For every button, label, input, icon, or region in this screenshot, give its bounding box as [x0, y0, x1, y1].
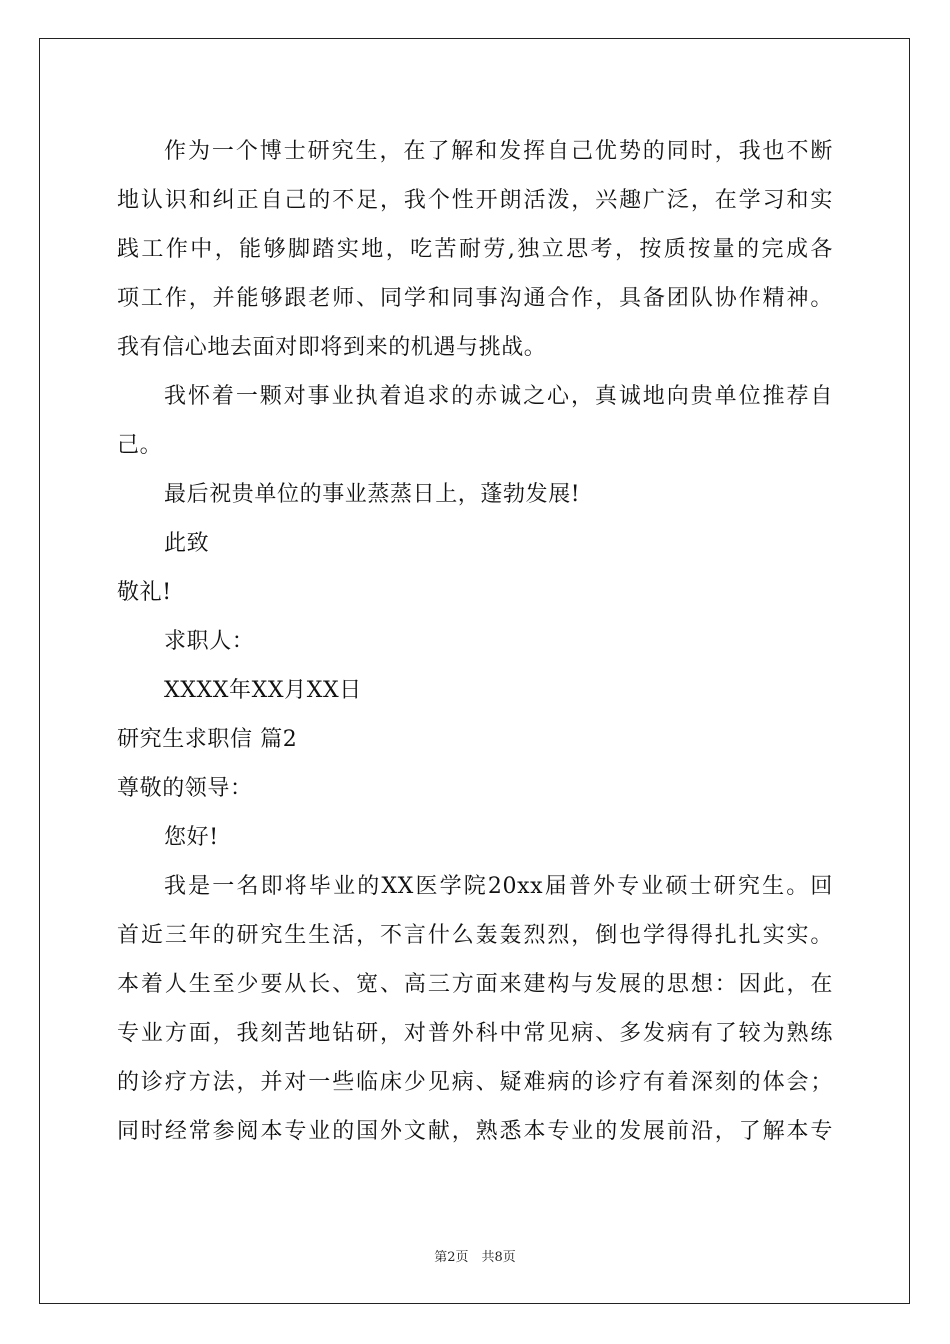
paragraph-line: 我有信心地去面对即将到来的机遇与挑战。 [117, 335, 547, 360]
paragraph-line: 专业方面，我刻苦地钻研，对普外科中常见病、多发病有了较为熟练 [117, 1021, 833, 1046]
section-heading: 研究生求职信 篇2 [117, 727, 298, 752]
paragraph-line: 作为一个博士研究生，在了解和发挥自己优势的同时，我也不断 [164, 139, 833, 164]
paragraph-line: 本着人生至少要从长、宽、高三方面来建构与发展的思想：因此，在 [117, 972, 833, 997]
paragraph-line: 项工作，并能够跟老师、同学和同事沟通合作，具备团队协作精神。 [117, 286, 833, 311]
paragraph-line: 最后祝贵单位的事业蒸蒸日上，蓬勃发展! [164, 482, 581, 507]
paragraph-line: 己。 [117, 433, 163, 458]
paragraph-line: 践工作中，能够脚踏实地，吃苦耐劳,独立思考，按质按量的完成各 [117, 237, 833, 262]
closing-salutation: 此致 [164, 531, 210, 556]
paragraph-line: 首近三年的研究生生活，不言什么轰轰烈烈，倒也学得得扎扎实实。 [117, 923, 833, 948]
page-footer: 第2页 共8页 [434, 1250, 516, 1265]
signature-date: XXXX年XX月XX日 [164, 678, 362, 703]
document-body [117, 127, 833, 1156]
paragraph-line: 地认识和纠正自己的不足，我个性开朗活泼，兴趣广泛，在学习和实 [117, 188, 833, 213]
paragraph-line: 的诊疗方法，并对一些临床少见病、疑难病的诊疗有着深刻的体会； [117, 1070, 833, 1095]
paragraph-line: 我怀着一颗对事业执着追求的赤诚之心，真诚地向贵单位推荐自 [164, 384, 833, 409]
signature-label: 求职人： [164, 629, 255, 654]
closing-salutation: 敬礼! [117, 580, 172, 605]
letter-salutation: 尊敬的领导： [117, 776, 253, 801]
letter-greeting: 您好! [164, 825, 219, 850]
paragraph-line: 同时经常参阅本专业的国外文献，熟悉本专业的发展前沿，了解本专 [117, 1119, 833, 1144]
paragraph-line: 我是一名即将毕业的XX医学院20xx届普外专业硕士研究生。回 [164, 874, 833, 899]
